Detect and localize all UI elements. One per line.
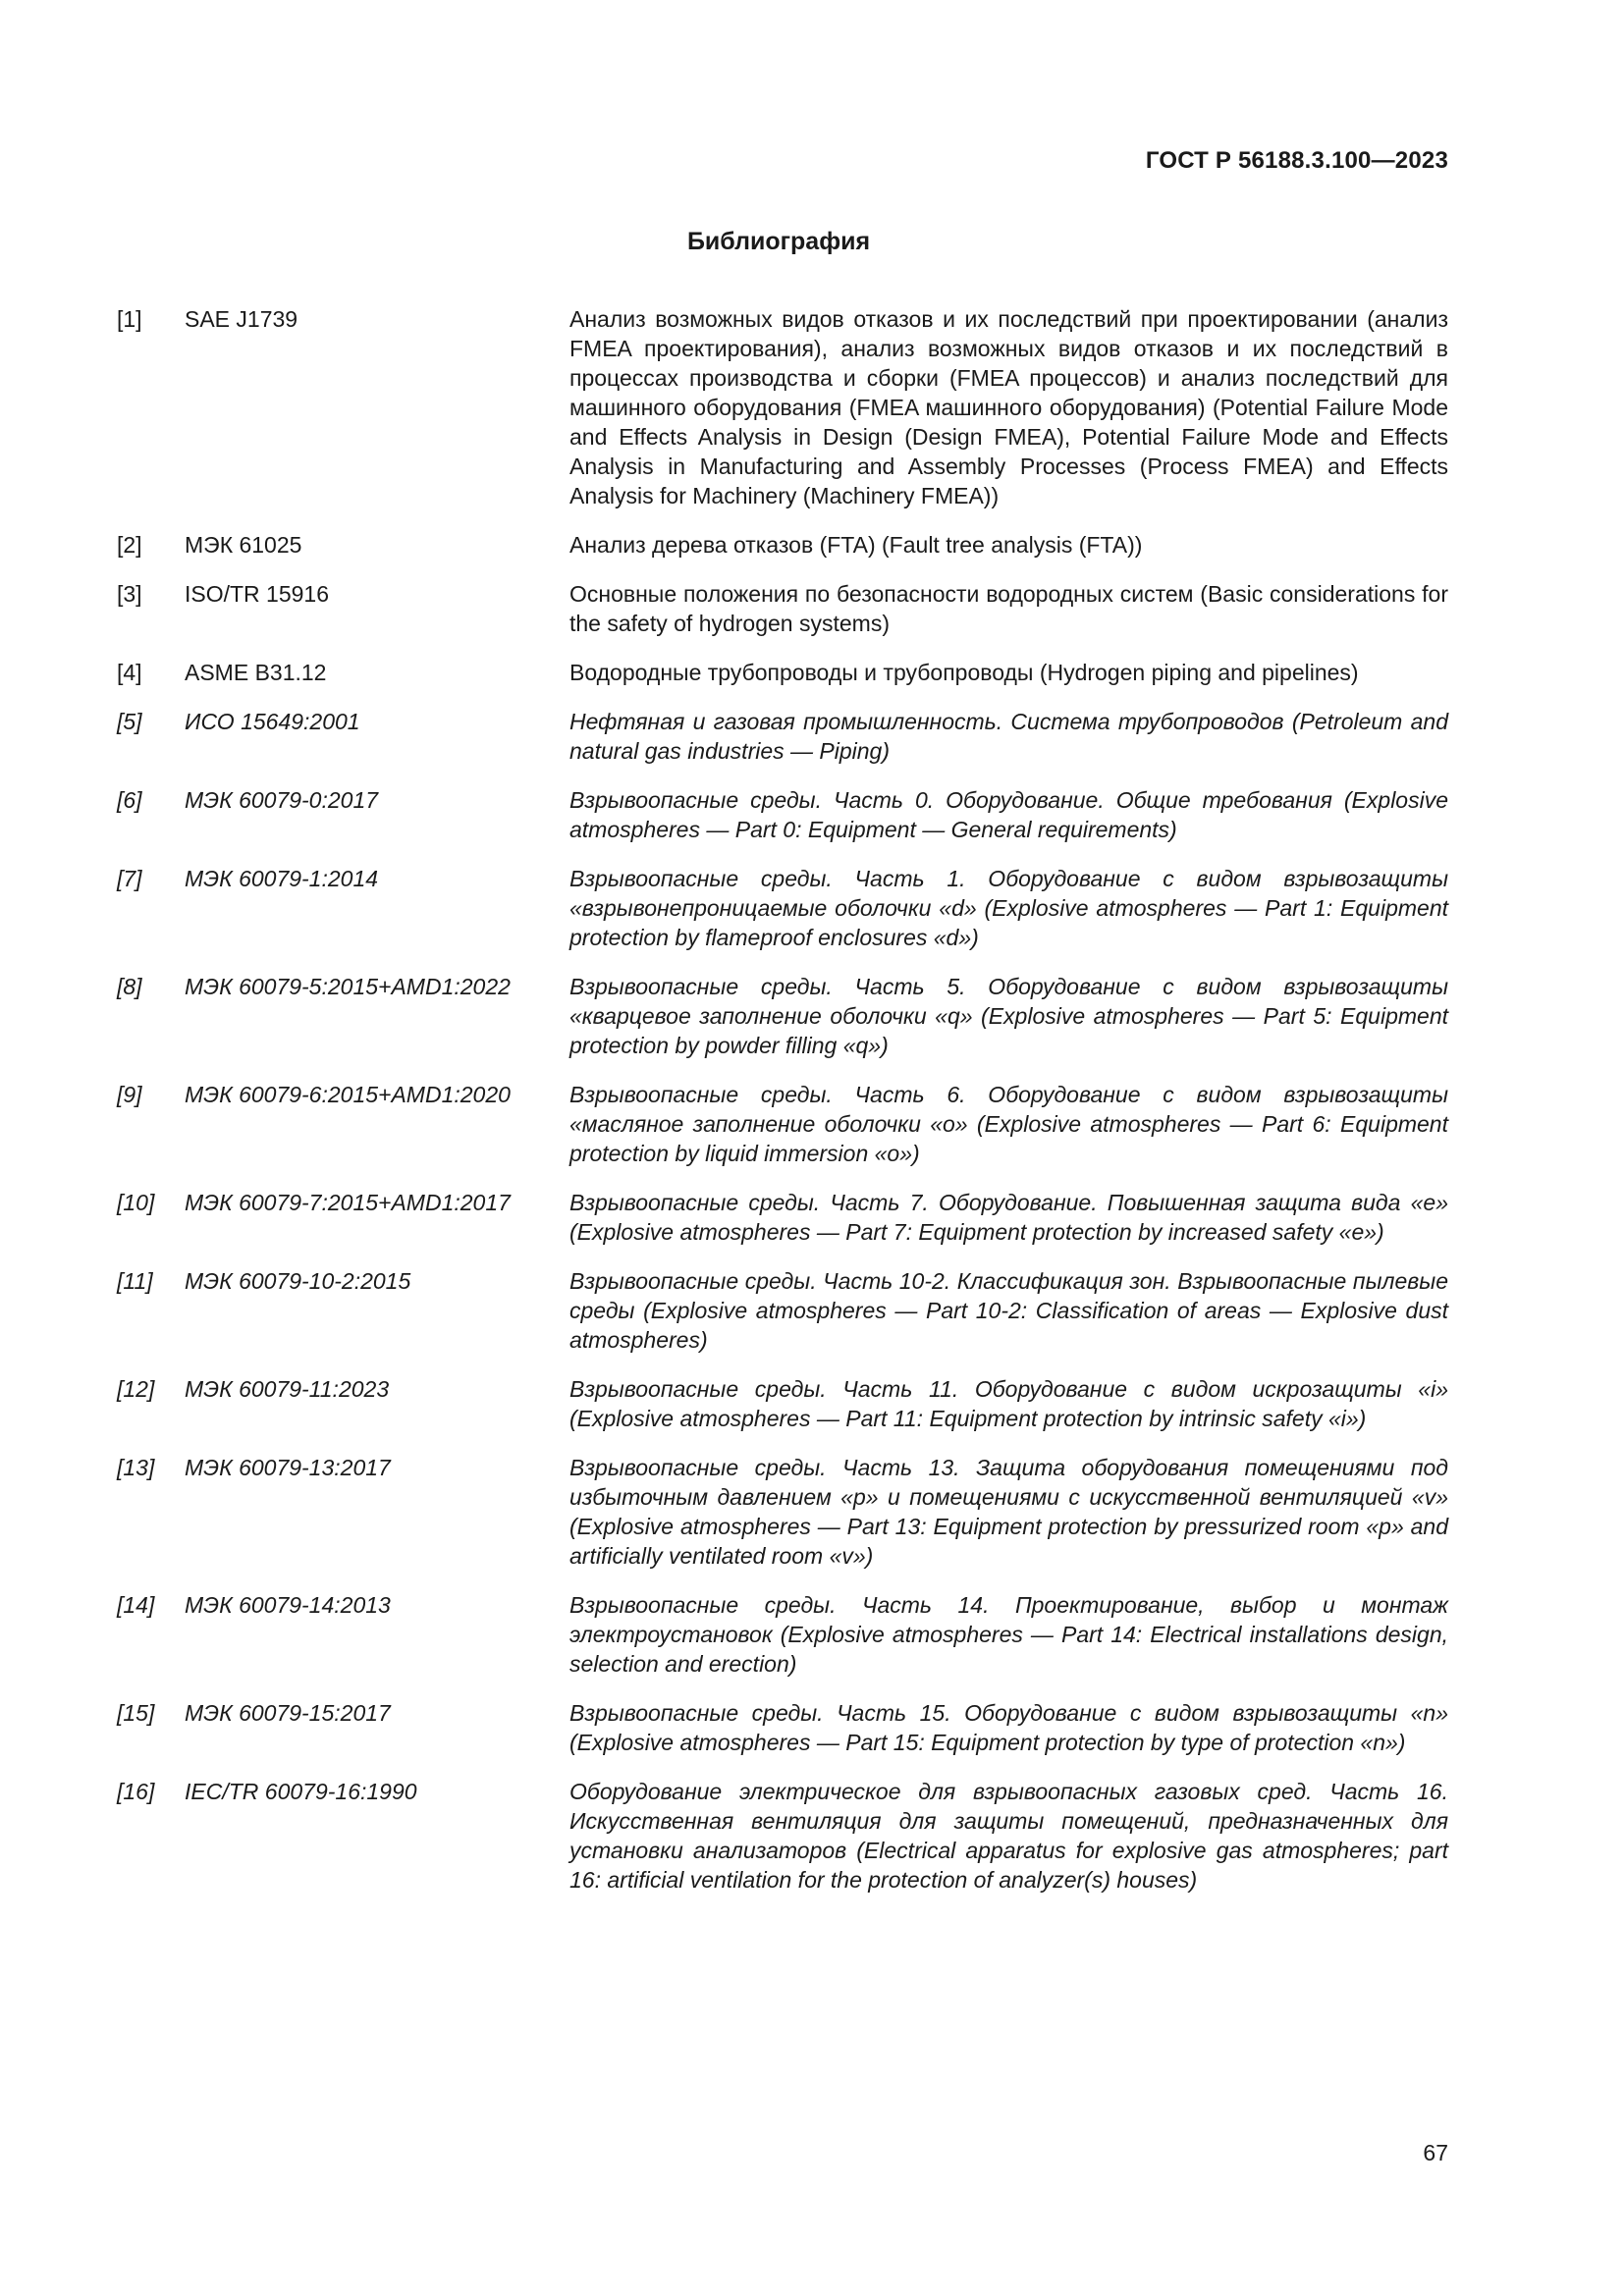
bib-entry-description: Взрывоопасные среды. Часть 1. Оборудование с видом взрывозащиты «взрывонепроницаемые оболочки «d» (Explosive atmospheres — Part 1: Equipment protection by flameproof enclosures «d») xyxy=(569,866,1448,950)
document-number-header: ГОСТ Р 56188.3.100—2023 xyxy=(1145,147,1448,174)
bib-entry-code: IEC/TR 60079-16:1990 xyxy=(185,1779,417,1804)
bib-entry-description: Основные положения по безопасности водородных систем (Basic considerations for the safety of hydrogen systems) xyxy=(569,581,1448,636)
bib-entry xyxy=(117,707,1448,766)
bib-entry-code: МЭК 60079-10-2:2015 xyxy=(185,1268,411,1294)
bib-entry-description: Анализ дерева отказов (FTA) (Fault tree analysis (FTA)) xyxy=(569,532,1143,558)
bib-entry-code: МЭК 60079-1:2014 xyxy=(185,866,379,891)
bib-entry-code: SAE J1739 xyxy=(185,306,298,332)
bib-entry xyxy=(117,1188,1448,1247)
bib-entry-code: МЭК 60079-14:2013 xyxy=(185,1592,391,1618)
bib-entry xyxy=(117,579,1448,638)
bib-entry-number: [7] xyxy=(117,866,142,891)
bib-entry xyxy=(117,1777,1448,1895)
bib-entry-description: Взрывоопасные среды. Часть 13. Защита оборудования помещениями под избыточным давлением «p» и помещениями с искусственной вентиляцией «v» (Explosive atmospheres — Part 13: Equipment protection by pressurized room «p» and artificially ventilated room «v») xyxy=(569,1455,1448,1569)
bib-entry-code: ISO/TR 15916 xyxy=(185,581,330,607)
bib-entry-code: МЭК 60079-13:2017 xyxy=(185,1455,391,1480)
bib-entry-code: МЭК 60079-15:2017 xyxy=(185,1700,391,1726)
bib-entry-number: [13] xyxy=(117,1455,155,1480)
bib-entry-description: Нефтяная и газовая промышленность. Система трубопроводов (Petroleum and natural gas industries — Piping) xyxy=(569,709,1448,764)
bib-entry xyxy=(117,1590,1448,1679)
bib-entry-code: МЭК 60079-11:2023 xyxy=(185,1376,390,1402)
bib-entry-number: [1] xyxy=(117,306,142,332)
bib-entry-description: Анализ возможных видов отказов и их последствий при проектировании (анализ FMEA проектирования), анализ возможных видов отказов и их последствий в процессах производства и сборки (FMEA процессов) и анализ последствий для машинного оборудования (FMEA машинного оборудования) (Potential Failure Mode and Effects Analysis in Design (Design FMEA), Potential Failure Mode and Effects Analysis in Manufacturing and Assembly Processes (Process FMEA) and Effects Analysis for Machinery (Machinery FMEA)) xyxy=(569,306,1448,508)
bib-entry-description: Взрывоопасные среды. Часть 15. Оборудование с видом взрывозащиты «n» (Explosive atmospheres — Part 15: Equipment protection by type of protection «n») xyxy=(569,1700,1448,1755)
bib-entry-description: Взрывоопасные среды. Часть 11. Оборудование с видом искрозащиты «i» (Explosive atmospheres — Part 11: Equipment protection by intrinsic safety «i») xyxy=(569,1376,1448,1431)
bib-entry-description: Водородные трубопроводы и трубопроводы (Hydrogen piping and pipelines) xyxy=(569,660,1359,685)
bib-entry-number: [15] xyxy=(117,1700,155,1726)
bib-entry-number: [2] xyxy=(117,532,142,558)
bib-entry xyxy=(117,1698,1448,1757)
bib-entry xyxy=(117,1080,1448,1168)
bib-entry xyxy=(117,864,1448,952)
bib-entry-number: [5] xyxy=(117,709,142,734)
bib-entry-code: ASME B31.12 xyxy=(185,660,327,685)
bib-entry-code: ИСО 15649:2001 xyxy=(185,709,360,734)
bib-entry xyxy=(117,304,1448,510)
bib-entry-number: [14] xyxy=(117,1592,155,1618)
bib-entry-code: МЭК 60079-6:2015+AMD1:2020 xyxy=(185,1082,511,1107)
bib-entry-number: [10] xyxy=(117,1190,155,1215)
bib-entry-code: МЭК 60079-5:2015+AMD1:2022 xyxy=(185,974,511,999)
bib-entry xyxy=(117,972,1448,1060)
bib-entry-number: [16] xyxy=(117,1779,155,1804)
bib-entry-code: МЭК 61025 xyxy=(185,532,302,558)
page-title: Библиография xyxy=(686,228,871,255)
bib-entry-code: МЭК 60079-0:2017 xyxy=(185,787,379,813)
bib-entry-description: Оборудование электрическое для взрывоопасных газовых сред. Часть 16. Искусственная вентиляция для защиты помещений, предназначенных для установки анализаторов (Electrical apparatus for explosive gas atmospheres; part 16: artificial ventilation for the protection of analyzer(s) houses) xyxy=(569,1779,1448,1893)
bib-entry-description: Взрывоопасные среды. Часть 7. Оборудование. Повышенная защита вида «е» (Explosive atmospheres — Part 7: Equipment protection by increased safety «е») xyxy=(569,1190,1448,1245)
bib-entry-description: Взрывоопасные среды. Часть 0. Оборудование. Общие требования (Explosive atmospheres — Part 0: Equipment — General requirements) xyxy=(569,787,1448,842)
bibliography-list xyxy=(117,304,1448,1914)
bib-entry-code: МЭК 60079-7:2015+AMD1:2017 xyxy=(185,1190,511,1215)
bib-entry xyxy=(117,530,1448,560)
bib-entry xyxy=(117,1266,1448,1355)
bib-entry xyxy=(117,658,1448,687)
bib-entry-description: Взрывоопасные среды. Часть 5. Оборудование с видом взрывозащиты «кварцевое заполнение оболочки «q» (Explosive atmospheres — Part 5: Equipment protection by powder filling «q») xyxy=(569,974,1448,1058)
bib-entry-number: [6] xyxy=(117,787,142,813)
bib-entry xyxy=(117,1374,1448,1433)
bib-entry-description: Взрывоопасные среды. Часть 14. Проектирование, выбор и монтаж электроустановок (Explosive atmospheres — Part 14: Electrical installations design, selection and erection) xyxy=(569,1592,1448,1677)
bib-entry xyxy=(117,785,1448,844)
bib-entry xyxy=(117,1453,1448,1571)
bib-entry-description: Взрывоопасные среды. Часть 6. Оборудование с видом взрывозащиты «масляное заполнение оболочки «o» (Explosive atmospheres — Part 6: Equipment protection by liquid immersion «o») xyxy=(569,1082,1448,1166)
bib-entry-description: Взрывоопасные среды. Часть 10-2. Классификация зон. Взрывоопасные пылевые среды (Explosive atmospheres — Part 10-2: Classification of areas — Explosive dust atmospheres) xyxy=(569,1268,1448,1353)
bib-entry-number: [9] xyxy=(117,1082,142,1107)
bib-entry-number: [3] xyxy=(117,581,142,607)
bib-entry-number: [8] xyxy=(117,974,142,999)
bib-entry-number: [4] xyxy=(117,660,142,685)
bib-entry-number: [12] xyxy=(117,1376,155,1402)
bib-entry-number: [11] xyxy=(117,1268,153,1294)
page-number: 67 xyxy=(1423,2140,1448,2165)
